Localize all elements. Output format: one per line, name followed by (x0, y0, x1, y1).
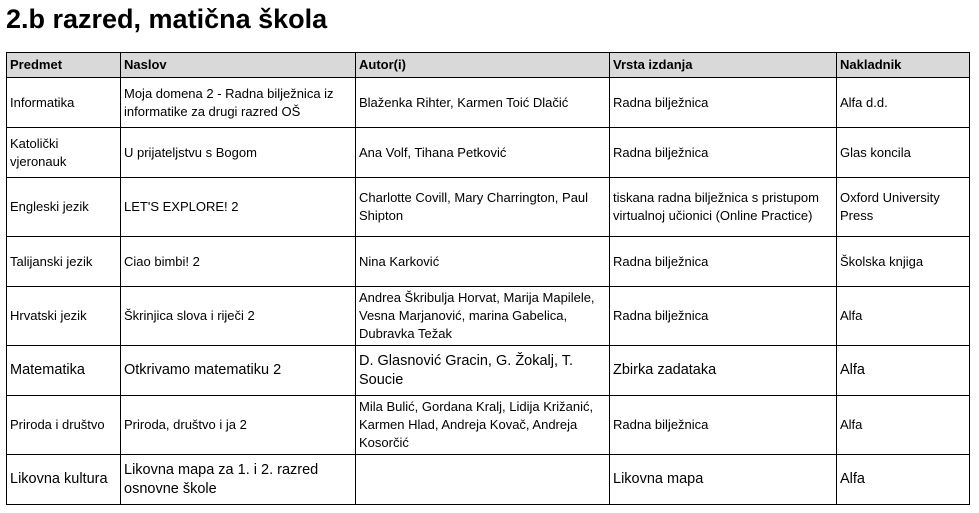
cell-naslov: Škrinjica slova i riječi 2 (121, 287, 356, 346)
header-predmet: Predmet (7, 53, 121, 78)
cell-predmet: Katolički vjeronauk (7, 128, 121, 178)
table-row (7, 178, 970, 237)
cell-nakladnik: Glas koncila (837, 128, 970, 178)
cell-autori: D. Glasnović Gracin, G. Žokalj, T. Soucie (356, 346, 610, 396)
cell-vrsta-izdanja: Radna bilježnica (610, 78, 837, 128)
cell-predmet: Priroda i društvo (7, 396, 121, 455)
cell-naslov: Priroda, društvo i ja 2 (121, 396, 356, 455)
cell-vrsta-izdanja: Radna bilježnica (610, 237, 837, 287)
cell-nakladnik: Alfa (837, 346, 970, 396)
cell-naslov: Likovna mapa za 1. i 2. razred osnovne škole (121, 455, 356, 505)
cell-vrsta-izdanja: Radna bilježnica (610, 128, 837, 178)
cell-predmet: Informatika (7, 78, 121, 128)
cell-predmet: Engleski jezik (7, 178, 121, 237)
cell-vrsta-izdanja: Likovna mapa (610, 455, 837, 505)
cell-naslov: Moja domena 2 - Radna bilježnica iz informatike za drugi razred OŠ (121, 78, 356, 128)
cell-autori (356, 455, 610, 505)
table-row (7, 455, 970, 505)
header-vrsta-izdanja: Vrsta izdanja (610, 53, 837, 78)
cell-nakladnik: Alfa d.d. (837, 78, 970, 128)
cell-nakladnik: Oxford University Press (837, 178, 970, 237)
header-autori: Autor(i) (356, 53, 610, 78)
table-row (7, 237, 970, 287)
cell-naslov: LET'S EXPLORE! 2 (121, 178, 356, 237)
cell-predmet: Matematika (7, 346, 121, 396)
textbook-table (6, 52, 970, 505)
table-header-row (7, 53, 970, 78)
cell-autori: Ana Volf, Tihana Petković (356, 128, 610, 178)
cell-naslov: Ciao bimbi! 2 (121, 237, 356, 287)
header-naslov: Naslov (121, 53, 356, 78)
cell-vrsta-izdanja: Radna bilježnica (610, 396, 837, 455)
table-row (7, 396, 970, 455)
cell-nakladnik: Alfa (837, 287, 970, 346)
cell-predmet: Likovna kultura (7, 455, 121, 505)
table-row (7, 287, 970, 346)
cell-vrsta-izdanja: Zbirka zadataka (610, 346, 837, 396)
cell-naslov: Otkrivamo matematiku 2 (121, 346, 356, 396)
cell-autori: Andrea Škribulja Horvat, Marija Mapilele, Vesna Marjanović, marina Gabelica, Dubravka Težak (356, 287, 610, 346)
cell-nakladnik: Alfa (837, 396, 970, 455)
cell-naslov: U prijateljstvu s Bogom (121, 128, 356, 178)
header-nakladnik: Nakladnik (837, 53, 970, 78)
cell-autori: Mila Bulić, Gordana Kralj, Lidija Križanić, Karmen Hlad, Andreja Kovač, Andreja Kosorčić (356, 396, 610, 455)
cell-nakladnik: Školska knjiga (837, 237, 970, 287)
cell-vrsta-izdanja: Radna bilježnica (610, 287, 837, 346)
cell-autori: Blaženka Rihter, Karmen Toić Dlačić (356, 78, 610, 128)
cell-predmet: Talijanski jezik (7, 237, 121, 287)
cell-nakladnik: Alfa (837, 455, 970, 505)
cell-vrsta-izdanja: tiskana radna bilježnica s pristupom virtualnoj učionici (Online Practice) (610, 178, 837, 237)
cell-autori: Nina Karković (356, 237, 610, 287)
page-title: 2.b razred, matična škola (6, 4, 328, 34)
cell-autori: Charlotte Covill, Mary Charrington, Paul Shipton (356, 178, 610, 237)
cell-predmet: Hrvatski jezik (7, 287, 121, 346)
table-row (7, 78, 970, 128)
table-row (7, 128, 970, 178)
table-row (7, 346, 970, 396)
